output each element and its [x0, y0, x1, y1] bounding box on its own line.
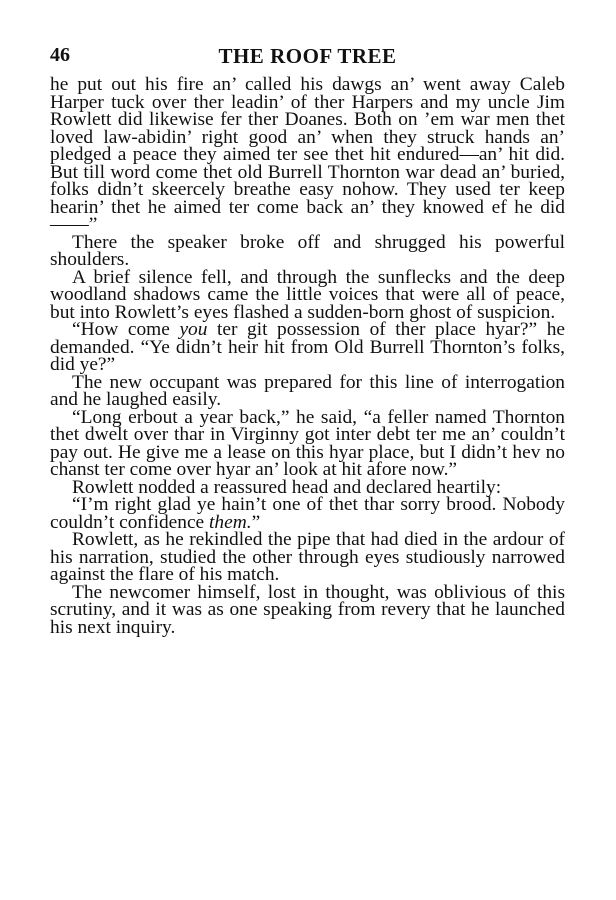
text-segment: ” [251, 511, 261, 533]
text-segment: “Long erbout a year back,” he said, “a feller named Thornton thet dwelt over thar in Virginny got inter debt ter me an’ couldn’t pay out. He give me a lease on this hyar place, but I didn’t hev no chanst ter come over hyar an’ look at hit afore now.” [50, 406, 565, 480]
text-segment: There the speaker broke off and shrugged his powerful shoulders. [50, 231, 565, 270]
text-segment: Rowlett nodded a reassured head and declared heartily: [72, 476, 502, 498]
text-segment: ter git possession of ther place hyar?” he demanded. “Ye didn’t heir hit from Old Burrell Thornton’s folks, did ye?” [50, 319, 565, 375]
paragraph [50, 231, 565, 270]
body-text [50, 76, 565, 636]
paragraph [50, 371, 565, 410]
text-segment: Rowlett, as he rekindled the pipe that had died in the ardour of his narration, studied the other through eyes studiously narrowed against the flare of his match. [50, 529, 565, 585]
text-segment: The new occupant was prepared for this line of interrogation and he laughed easily. [50, 371, 565, 410]
paragraph [50, 496, 565, 531]
text-segment: he put out his fire an’ called his dawgs an’ went away Caleb Harper tuck over ther leadin’ of ther Harpers and my uncle Jim Rowlett did likewise fer ther Doanes. Both on ’em war men thet loved law-abidin’ right good an’ when they struck hands an’ pledged a peace they aimed ter see thet hit endured—an’ hit did. But till word come thet old Burrell Thornton war dead an’ buried, folks didn’t skeercely breathe easy nohow. They used ter keep hearin’ thet he aimed ter come back an’ they knowed ef he did——” [50, 74, 565, 235]
page-header [50, 44, 565, 68]
text-segment: “How come [72, 319, 180, 340]
text-segment: The newcomer himself, lost in thought, was oblivious of this scrutiny, and it was as one speaking from revery that he launched his next inquiry. [50, 581, 565, 638]
page-number: 46 [50, 44, 70, 66]
emphasis: them. [209, 511, 252, 533]
paragraph [50, 531, 565, 584]
paragraph [50, 266, 565, 323]
text-segment: A brief silence fell, and through the sunflecks and the deep woodland shadows came the little voices that were all of peace, but into Rowlett’s eyes flashed a sudden-born ghost of suspicion. [50, 266, 565, 323]
emphasis: you [179, 319, 208, 340]
text-segment: “I’m right glad ye hain’t one of thet thar sorry brood. Nobody couldn’t confidence [50, 494, 565, 533]
running-title: THE ROOF TREE [218, 44, 397, 68]
paragraph [50, 76, 565, 234]
paragraph [50, 406, 565, 480]
paragraph [50, 321, 565, 374]
paragraph [50, 581, 565, 638]
